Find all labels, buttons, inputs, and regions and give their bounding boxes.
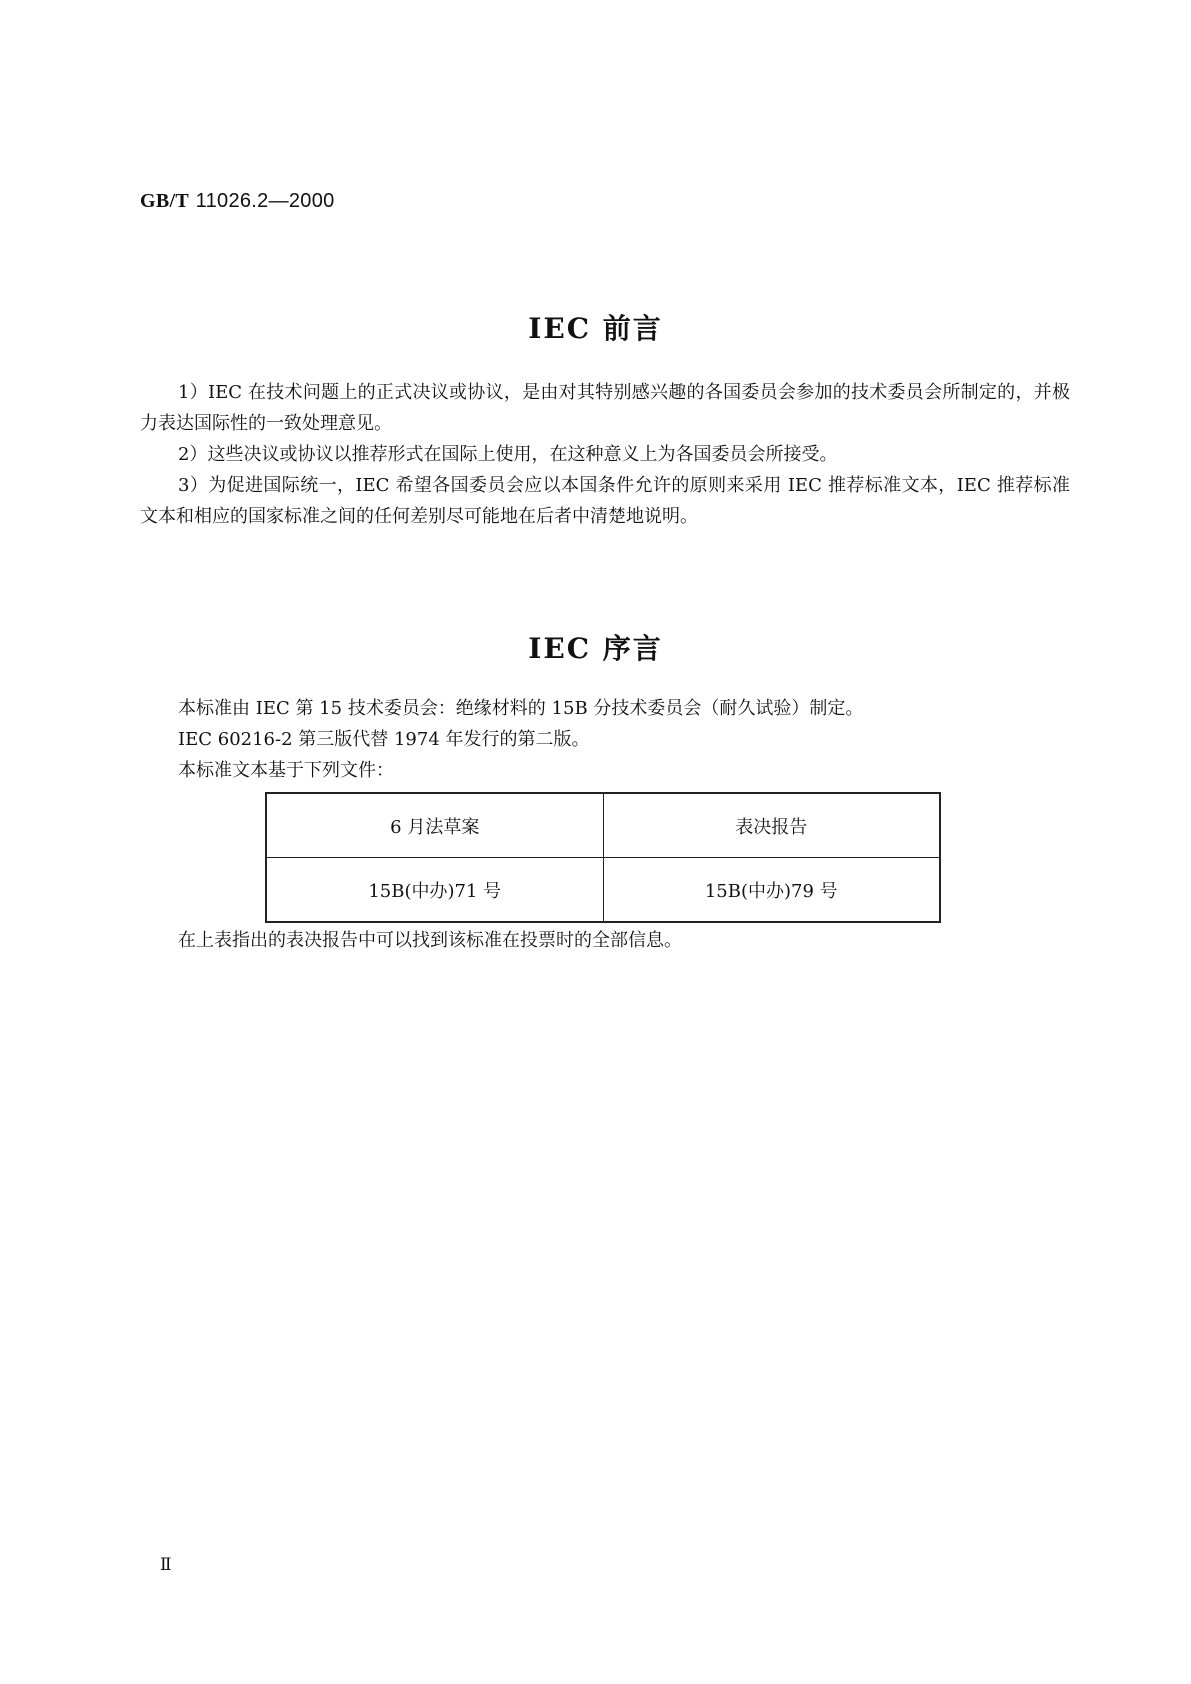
page-number: Ⅱ: [160, 1555, 172, 1575]
foreword-title: IEC 前言: [528, 312, 663, 345]
standard-number: 11026.2—2000: [195, 190, 335, 212]
preface-paragraph-2: IEC 60216-2 第三版代替 1974 年发行的第二版。: [178, 729, 590, 750]
foreword-paragraph-1: 1）IEC 在技术问题上的正式决议或协议，是由对其特别感兴趣的各国委员会参加的技术委员会所制定的，并极力表达国际性的一致处理意见。: [140, 382, 1070, 434]
standard-prefix: GB/T: [140, 190, 189, 212]
foreword-paragraph-3: 3）为促进国际统一，IEC 希望各国委员会应以本国条件允许的原则来采用 IEC 推荐标准文本，IEC 推荐标准文本和相应的国家标准之间的任何差别尽可能地在后者中清楚地说明。: [140, 475, 1070, 527]
table-header-cell: 6 月法草案: [266, 793, 603, 858]
preface-title: IEC 序言: [528, 632, 663, 665]
table-cell: 15B(中办)79 号: [603, 858, 940, 923]
document-basis-table: [265, 792, 941, 923]
preface-paragraph-1: 本标准由 IEC 第 15 技术委员会：绝缘材料的 15B 分技术委员会（耐久试验）制定。: [178, 698, 864, 719]
table-header-cell: 表决报告: [603, 793, 940, 858]
foreword-paragraph-2: 2）这些决议或协议以推荐形式在国际上使用，在这种意义上为各国委员会所接受。: [178, 444, 838, 465]
table-row: [266, 858, 940, 923]
preface-body: [140, 693, 1070, 786]
table-cell: 15B(中办)71 号: [266, 858, 603, 923]
preface-paragraph-3: 本标准文本基于下列文件：: [178, 760, 394, 781]
table-header-row: [266, 793, 940, 858]
standard-code: [140, 188, 335, 213]
table-note: 在上表指出的表决报告中可以找到该标准在投票时的全部信息。: [178, 930, 682, 951]
foreword-body: [140, 377, 1070, 532]
